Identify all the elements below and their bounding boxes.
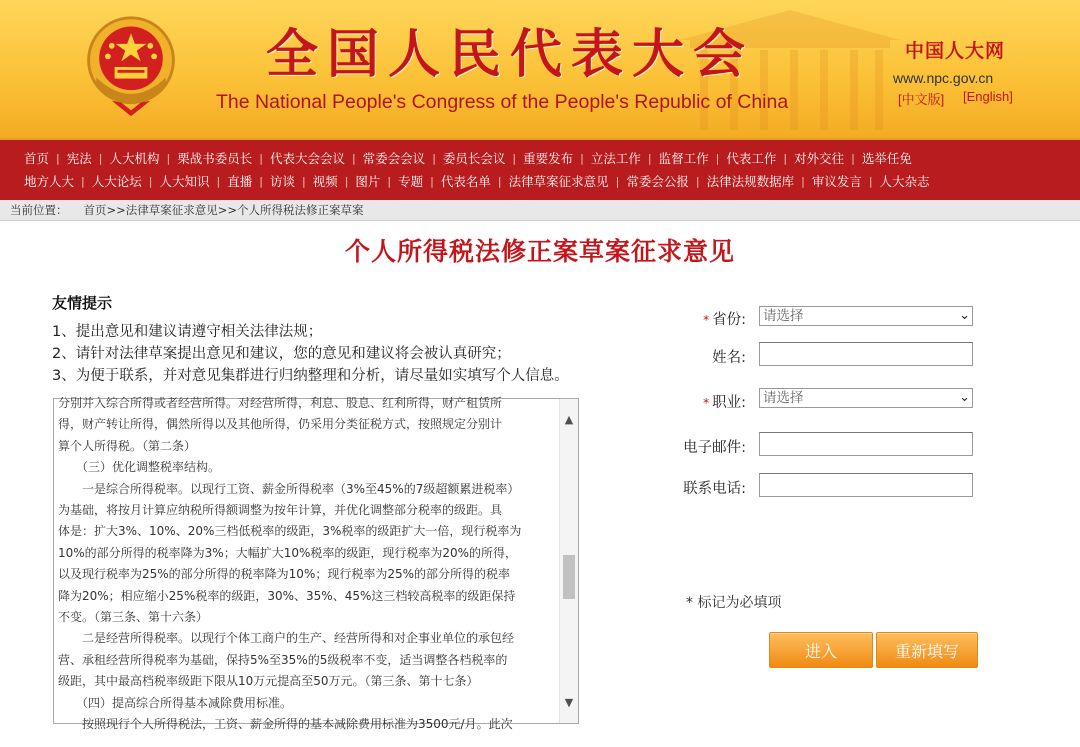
nav-row2-item[interactable]: 视频 [312, 174, 338, 189]
nav-separator: | [351, 151, 356, 165]
breadcrumb-label: 当前位置： [10, 203, 68, 217]
site-url: www.npc.gov.cn [893, 70, 994, 86]
nav-separator: | [344, 174, 349, 188]
law-text-line: 为基础，将按月计算应纳税所得额调整为按年计算，并优化调整部分税率的级距。具 [58, 503, 503, 518]
nav-row1-item[interactable]: 对外交往 [794, 151, 845, 166]
nav-row2-item[interactable]: 人大杂志 [879, 174, 930, 189]
law-draft-text [58, 393, 548, 736]
required-mark: * [703, 396, 710, 410]
nav-separator: | [259, 151, 263, 165]
nav-separator: | [715, 151, 720, 165]
nav-row1-item[interactable]: 监督工作 [658, 151, 709, 166]
nav-separator: | [580, 151, 584, 165]
national-emblem-icon [82, 14, 180, 120]
nav-separator: | [695, 174, 700, 188]
nav-row1-item[interactable]: 宪法 [66, 151, 92, 166]
province-select[interactable] [759, 306, 973, 326]
job-select[interactable] [759, 388, 973, 408]
breadcrumb-home[interactable]: 首页 [83, 203, 107, 217]
nav-row2-item[interactable]: 代表名单 [440, 174, 491, 189]
law-text-line: 营、承租经营所得税率为基础，保持5%至35%的5级税率不变，适当调整各档税率的 [58, 652, 508, 667]
nav-separator: | [301, 174, 306, 188]
nav-row2-item[interactable]: 审议发言 [811, 174, 862, 189]
law-text-line: 按照现行个人所得税法，工资、薪金所得的基本减除费用标准为3500元/月。此次 [58, 717, 513, 732]
job-label: * 职业: [703, 395, 746, 411]
nav-row1-item[interactable]: 立法工作 [590, 151, 641, 166]
site-title-en: The National People's Congress of the People's Republic of China [216, 91, 789, 113]
page-title: 个人所得税法修正案草案征求意见 [344, 237, 735, 266]
nav-row1-item[interactable]: 人大机构 [109, 151, 160, 166]
nav-separator: | [647, 151, 652, 165]
chevron-down-icon: ⌄ [959, 390, 970, 405]
email-input[interactable] [759, 432, 973, 456]
phone-label: 联系电话: [683, 481, 746, 497]
nav-row1-item[interactable]: 常委会会议 [362, 151, 426, 166]
textbox-scrollbar[interactable] [559, 399, 578, 723]
law-text-line: 10%的部分所得的税率降为3%；大幅扩大10%税率的级距，现行税率为20%的所得， [58, 545, 518, 560]
nav-separator: | [851, 151, 855, 165]
law-text-line: 以及现行税率为25%的部分所得的税率降为10%；现行税率为25%的部分所得的税率 [58, 567, 511, 582]
nav-separator: | [166, 151, 171, 165]
lang-chinese-link[interactable]: [中文版] [898, 92, 945, 107]
nav-separator: | [387, 174, 392, 188]
site-title-cn: 全国人民代表大会 [266, 24, 755, 85]
nav-row1-item[interactable]: 委员长会议 [442, 151, 506, 166]
nav-row1-item[interactable]: 重要发布 [523, 151, 574, 166]
nav-separator: | [148, 174, 153, 188]
law-text-line: 算个人所得税。（第二条） [58, 438, 197, 453]
law-text-line: 分别并入综合所得或者经营所得。对经营所得，利息、股息、红利所得，财产租赁所 [58, 396, 503, 410]
reset-button[interactable]: 重新填写 [876, 632, 978, 668]
tips-heading: 友情提示 [52, 294, 113, 312]
chevron-down-icon: ⌄ [959, 308, 970, 323]
name-label: 姓名: [712, 350, 746, 366]
nav-row2-item[interactable]: 直播 [227, 174, 253, 189]
name-input[interactable] [759, 342, 973, 366]
nav-separator: | [497, 174, 502, 188]
nav-row2-item[interactable]: 访谈 [269, 174, 295, 189]
scroll-down-icon[interactable]: ▼ [564, 696, 574, 709]
breadcrumb-section[interactable]: 法律草案征求意见 [125, 203, 218, 217]
tip-item: 2、请针对法律草案提出意见和建议，您的意见和建议将会被认真研究； [52, 346, 511, 362]
law-text-line: （三）优化调整税率结构。 [58, 460, 221, 475]
nav-row1-item[interactable]: 栗战书委员长 [177, 151, 253, 166]
job-select-value: 请选择 [763, 390, 804, 406]
nav-row1-item[interactable]: 首页 [24, 151, 50, 166]
nav-row2-item[interactable]: 常委会公报 [626, 174, 689, 189]
nav-separator: | [98, 151, 103, 165]
nav-separator: | [783, 151, 788, 165]
nav-separator: | [615, 174, 620, 188]
breadcrumb [0, 200, 1080, 221]
law-text-line: 得，财产转让所得，偶然所得以及其他所得，仍采用分类征税方式，按照规定分别计 [58, 417, 503, 432]
nav-row1-item[interactable]: 选举任免 [861, 151, 912, 166]
nav-row2-item[interactable]: 专题 [398, 174, 424, 189]
nav-row2-item[interactable]: 图片 [355, 174, 381, 189]
law-text-line: 不变。（第三条、第十六条） [58, 610, 209, 625]
tip-item: 3、为便于联系，并对意见集群进行归纳整理和分析，请尽量如实填写个人信息。 [52, 368, 569, 384]
nav-row2-item[interactable]: 人大论坛 [91, 174, 142, 189]
nav-separator: | [430, 174, 434, 188]
nav-separator: | [801, 174, 805, 188]
nav-row1-item[interactable]: 代表大会会议 [269, 151, 345, 166]
phone-input[interactable] [759, 473, 973, 497]
nav-row1-item[interactable]: 代表工作 [726, 151, 777, 166]
nav-row-1 [18, 147, 919, 169]
breadcrumb-separator: >> [217, 203, 238, 217]
province-select-value: 请选择 [763, 308, 804, 324]
law-text-line: 体是：扩大3%、10%、20%三档低税率的级距，3%税率的级距扩大一倍，现行税率为 [58, 524, 522, 539]
nav-row-2 [18, 170, 937, 192]
scroll-up-icon[interactable]: ▲ [564, 413, 574, 426]
law-text-line: （四）提高综合所得基本减除费用标准。 [58, 695, 293, 710]
nav-row2-item[interactable]: 地方人大 [24, 174, 75, 189]
required-note: * 标记为必填项 [686, 595, 782, 611]
nav-separator: | [512, 151, 517, 165]
nav-separator: | [259, 174, 263, 188]
nav-separator: | [81, 174, 85, 188]
nav-separator: | [216, 174, 221, 188]
law-text-line: 一是综合所得税率。以现行工资、薪金所得税率（3%至45%的7级超额累进税率） [58, 481, 520, 496]
breadcrumb-current: 个人所得税法修正案草案 [237, 203, 364, 217]
breadcrumb-separator: >> [106, 203, 126, 217]
npc-logo-text: 中国人大网 [905, 40, 1006, 62]
law-text-line: 级距，其中最高档税率级距下限从10万元提高至50万元。（第三条、第十七条） [58, 674, 479, 689]
tip-item: 1、提出意见和建议请遵守相关法律法规； [52, 324, 323, 340]
province-label: * 省份: [703, 312, 746, 328]
required-mark: * [703, 313, 710, 327]
law-text-line: 降为20%；相应缩小25%税率的级距，30%、35%、45%这三档较高税率的级距保持 [58, 588, 516, 603]
law-draft-textbox[interactable] [53, 396, 579, 732]
email-label: 电子邮件: [683, 440, 746, 456]
nav-separator: | [868, 174, 873, 188]
main-nav [0, 138, 1080, 200]
header-banner [0, 0, 1080, 138]
lang-english-link[interactable]: [English] [963, 89, 1013, 104]
submit-button[interactable]: 进入 [769, 632, 873, 668]
nav-separator: | [432, 151, 436, 165]
nav-separator: | [56, 151, 60, 165]
law-text-line: 二是经营所得税率。以现行个体工商户的生产、经营所得和对企事业单位的承包经 [58, 631, 515, 646]
scrollbar-thumb[interactable] [563, 555, 575, 599]
nav-row2-item[interactable]: 法律草案征求意见 [508, 174, 609, 189]
nav-row2-item[interactable]: 人大知识 [159, 174, 210, 189]
nav-row2-item[interactable]: 法律法规数据库 [706, 174, 795, 189]
